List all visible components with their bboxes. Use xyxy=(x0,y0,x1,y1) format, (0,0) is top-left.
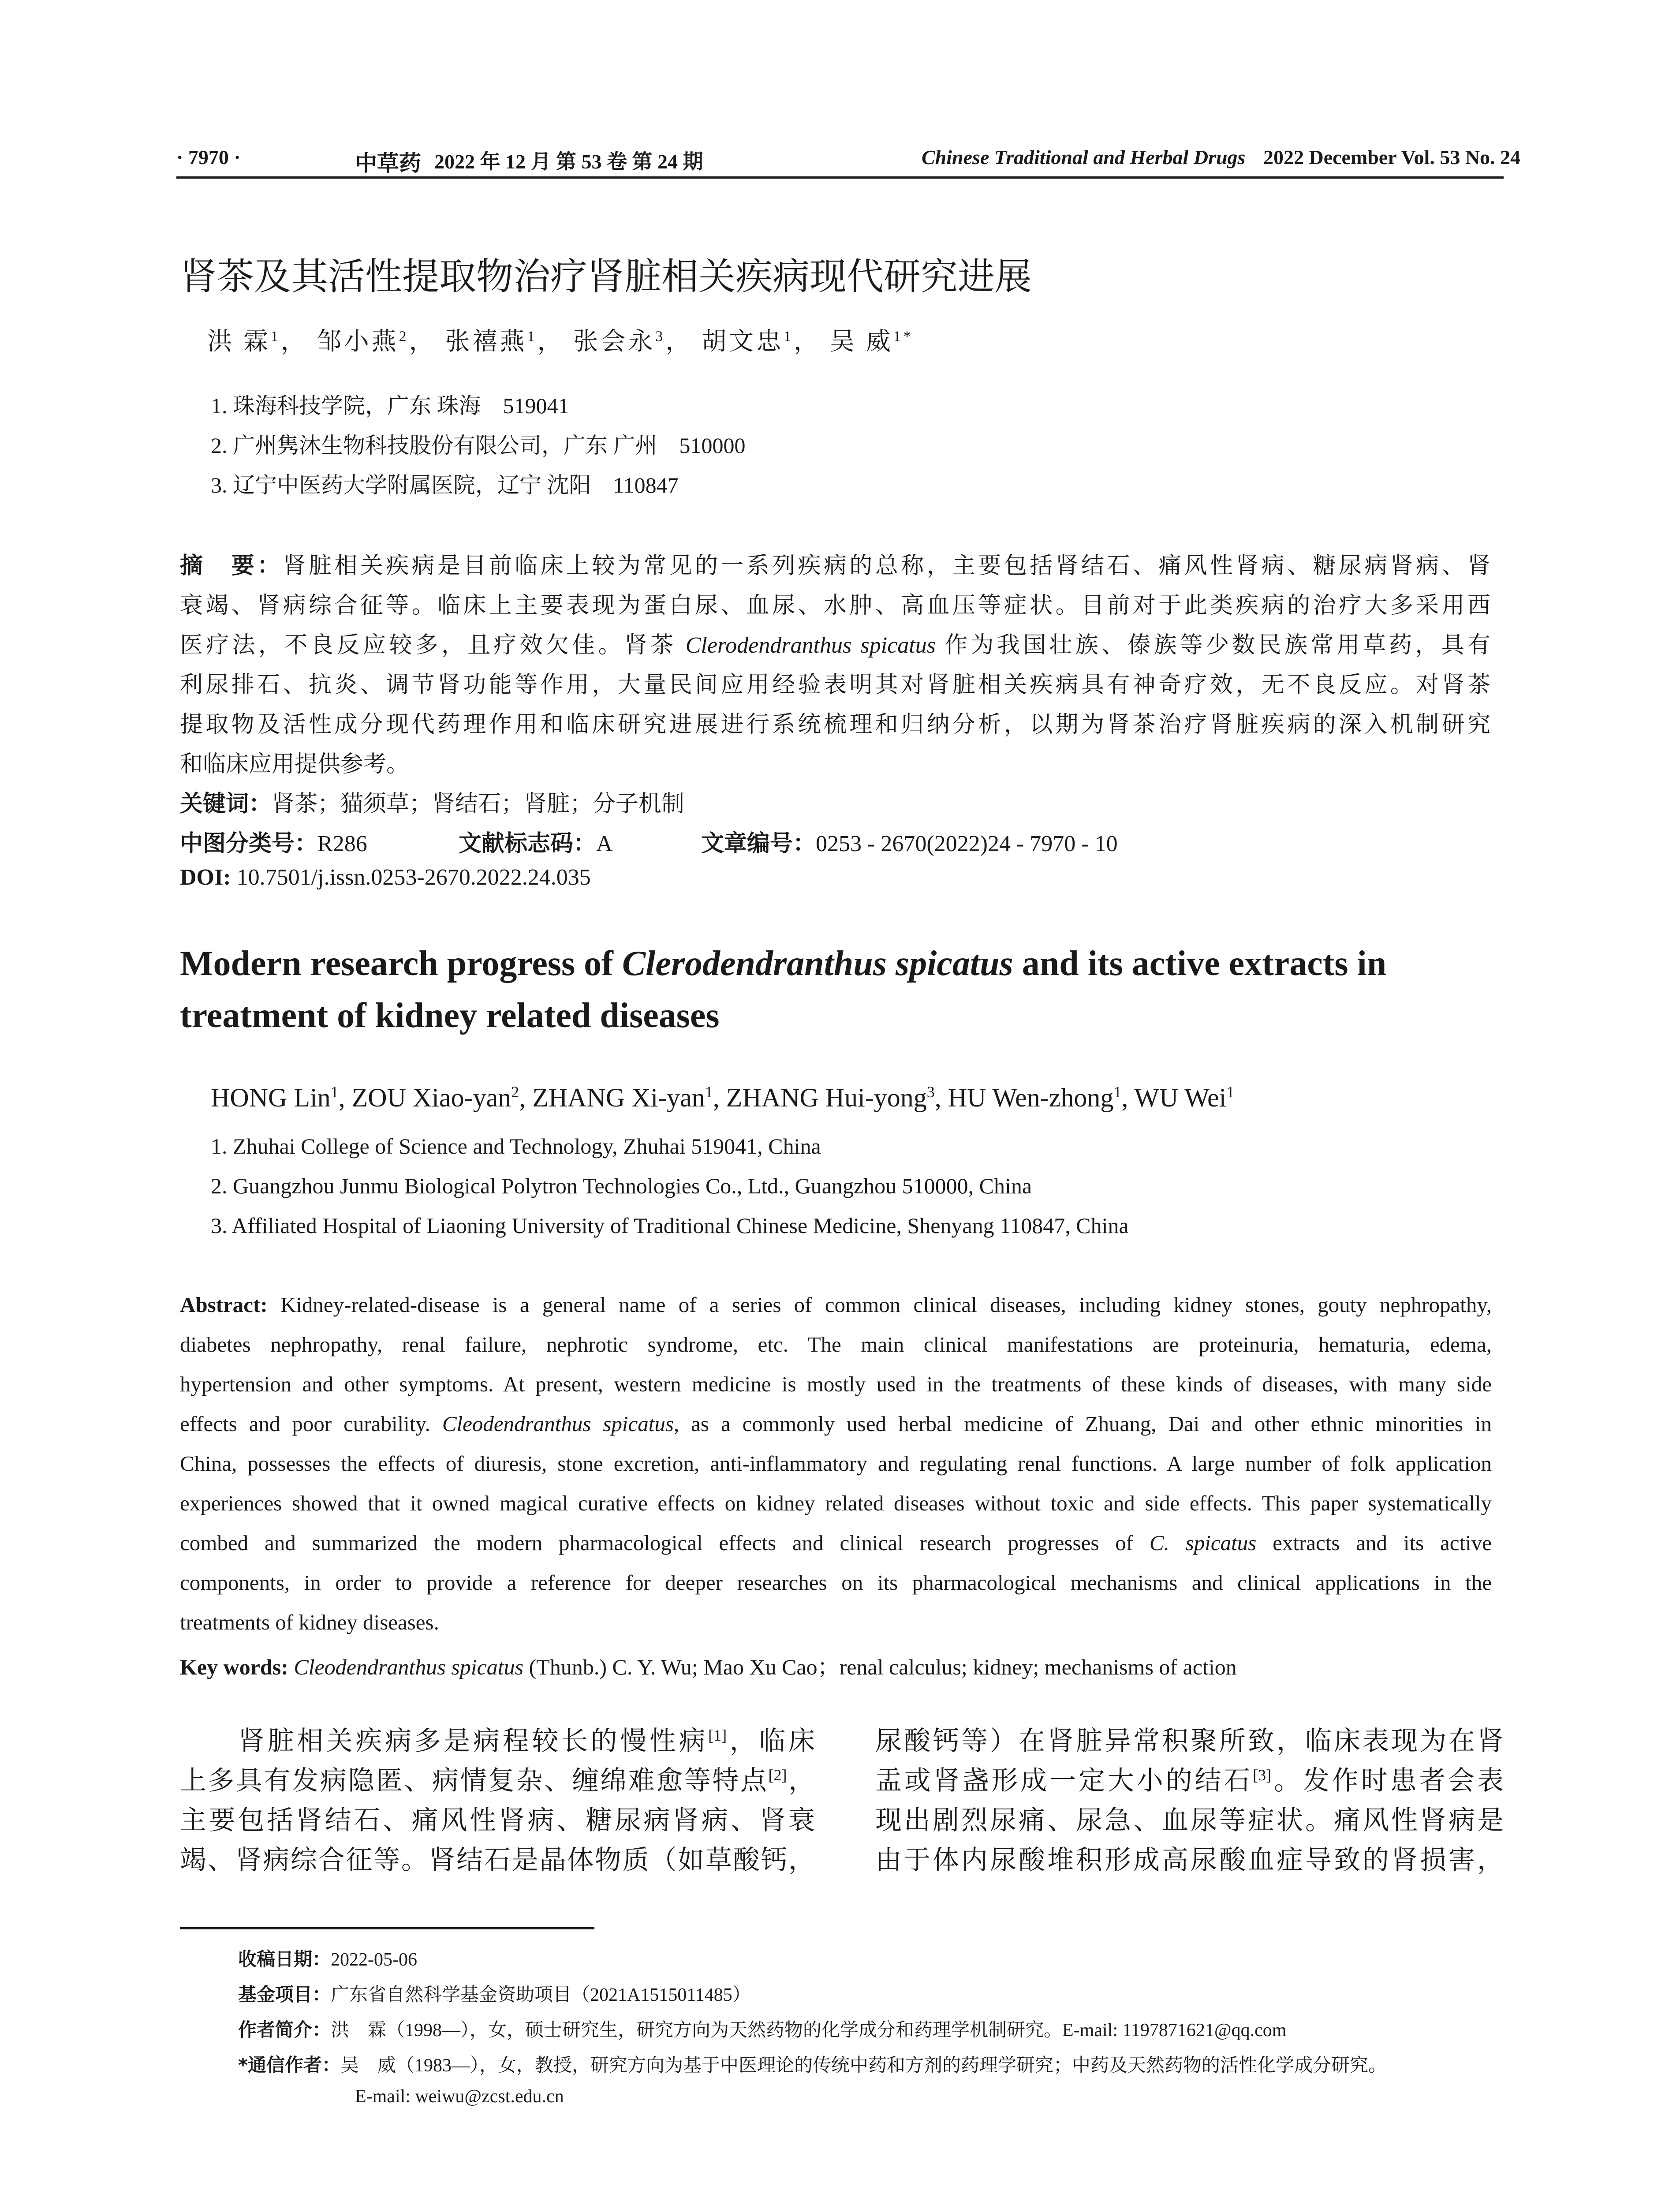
en-author-sup: 3 xyxy=(926,1083,935,1101)
en-author-sup: 1 xyxy=(1113,1083,1122,1101)
en-author: HU Wen-zhong xyxy=(948,1083,1114,1112)
cn-affiliation: 3. 辽宁中医药大学附属医院，辽宁 沈阳 110847 xyxy=(211,473,679,497)
cn-author: 邹小燕 xyxy=(317,328,399,355)
en-affiliation: 2. Guangzhou Junmu Biological Polytron Technologies Co., Ltd., Guangzhou 510000, China xyxy=(211,1174,1032,1198)
en-author-sup: 2 xyxy=(511,1083,519,1101)
en-abstract-line: components, in order to provide a reference for deeper researches on its pharmacological mechanisms and clinical applications in the xyxy=(180,1570,1492,1595)
en-title: Modern research progress of Clerodendranthus spicatus and its active extracts in xyxy=(180,944,1387,983)
footnote-corresponding-email: E-mail: weiwu@zcst.edu.cn xyxy=(355,2086,564,2107)
species-name: Clerodendranthus spicatus xyxy=(685,633,936,658)
en-abstract-label: Abstract: xyxy=(180,1293,268,1317)
en-author-sup: 1 xyxy=(1226,1083,1235,1101)
en-author: HONG Lin xyxy=(211,1083,331,1112)
cn-author: 吴 威 xyxy=(829,328,893,355)
page-number: · 7970 · xyxy=(176,146,241,168)
en-abstract-line: hypertension and other symptoms. At present, western medicine is mostly used in the treatments of these kinds of diseases, with many side xyxy=(180,1372,1492,1396)
cn-keywords-label: 关键词： xyxy=(180,791,272,817)
citation: [1] xyxy=(708,1727,727,1744)
en-abstract-line: combed and summarized the modern pharmacological effects and clinical research progresses of C. spicatus extracts and its active xyxy=(180,1531,1492,1555)
en-author-sup: 1 xyxy=(705,1083,713,1101)
species-name: C. spicatus xyxy=(1149,1531,1257,1555)
body-left-line: 上多具有发病隐匿、病情复杂、缠绵难愈等特点[2]， xyxy=(180,1766,815,1795)
cn-author-list: 洪 霖$^1$， 邹小燕$^2$， 张禧燕$^1$， 张会永$^3$， 胡文忠$^1$， 吴 威$^{1*}$ xyxy=(207,328,914,355)
journal-name-cn: 中草药 xyxy=(355,150,421,176)
en-abstract-line: effects and poor curability. Cleodendranthus spicatus, as a commonly used herbal medicine of Zhuang, Dai and other ethnic minorities in xyxy=(180,1412,1492,1436)
en-abstract-line: China, possesses the effects of diuresis, stone excretion, anti-inflammatory and regulating renal functions. A large number of folk application xyxy=(180,1451,1492,1476)
en-keywords-label: Key words: xyxy=(180,1655,288,1679)
header-rule xyxy=(176,176,1504,179)
cn-author-sup: 2 xyxy=(399,328,409,345)
footnote-author: 作者简介：洪 霖（1998—），女，硕士研究生，研究方向为天然药物的化学成分和药理学机制研究。E-mail: 1197871621@qq.com xyxy=(238,2019,1287,2041)
running-header xyxy=(176,140,1521,176)
citation: [3] xyxy=(1253,1766,1272,1784)
journal-name-en: Chinese Traditional and Herbal Drugs xyxy=(922,146,1246,168)
cn-abstract-line: 利尿排石、抗炎、调节肾功能等作用，大量民间应用经验表明其对肾脏相关疾病具有神奇疗效，无不良反应。对肾茶 xyxy=(180,673,1490,698)
cn-author-sup: 1 xyxy=(271,328,281,345)
en-abstract-line: treatments of kidney diseases. xyxy=(180,1610,439,1634)
cn-author: 洪 霖 xyxy=(207,328,271,355)
cn-author-sup: 1* xyxy=(893,328,914,345)
footnote-corresponding: *通信作者：吴 威（1983—），女，教授，研究方向为基于中医理论的传统中药和方剂的药理学研究；中药及天然药物的活性化学成分研究。 xyxy=(238,2054,1387,2076)
cn-affiliation: 1. 珠海科技学院，广东 珠海 519041 xyxy=(211,393,569,418)
cn-abstract-line: 摘 要：肾脏相关疾病是目前临床上较为常见的一系列疾病的总称，主要包括肾结石、痛风性肾病、糖尿病肾病、肾 xyxy=(180,553,1490,579)
issue-info-cn: 2022 年 12 月 第 53 卷 第 24 期 xyxy=(434,150,703,173)
en-affiliation: 3. Affiliated Hospital of Liaoning University of Traditional Chinese Medicine, Shenyang 110847, China xyxy=(211,1213,1129,1238)
cn-author-sup: 1 xyxy=(527,328,538,345)
en-author: ZOU Xiao-yan xyxy=(351,1083,511,1112)
cn-abstract-line: 提取物及活性成分现代药理作用和临床研究进展进行系统梳理和归纳分析，以期为肾茶治疗肾脏疾病的深入机制研究 xyxy=(180,712,1490,737)
en-abstract-line: experiences showed that it owned magical curative effects on kidney related diseases without toxic and side effects. This paper systematically xyxy=(180,1491,1492,1515)
cn-abstract-label: 摘 要： xyxy=(180,553,283,579)
en-keywords: Key words: Cleodendranthus spicatus (Thunb.) C. Y. Wu; Mao Xu Cao；renal calculus; kidney; mechanisms of action xyxy=(180,1655,1237,1679)
en-abstract-line: diabetes nephropathy, renal failure, nephrotic syndrome, etc. The main clinical manifestations are proteinuria, hematuria, edema, xyxy=(180,1332,1492,1357)
body-right-line: 现出剧烈尿痛、尿急、血尿等症状。痛风性肾病是 xyxy=(875,1806,1504,1835)
cn-affiliation: 2. 广州隽沐生物科技股份有限公司，广东 广州 510000 xyxy=(211,433,746,458)
cn-abstract-line: 和临床应用提供参考。 xyxy=(180,752,410,777)
footnote-rule xyxy=(180,1927,594,1929)
en-title: treatment of kidney related diseases xyxy=(180,996,720,1035)
body-left-line: 竭、肾病综合征等。肾结石是晶体物质（如草酸钙， xyxy=(180,1846,815,1875)
issue-info-en: 2022 December Vol. 53 No. 24 xyxy=(1263,146,1521,168)
citation: [2] xyxy=(768,1766,787,1784)
cn-title: 肾茶及其活性提取物治疗肾脏相关疾病现代研究进展 xyxy=(180,255,1032,298)
cn-author: 张会永 xyxy=(573,328,656,355)
cn-author-sup: 3 xyxy=(655,328,666,345)
footnote-fund: 基金项目：广东省自然科学基金资助项目（2021A1515011485） xyxy=(238,1984,751,2005)
en-abstract-line: Abstract: Kidney-related-disease is a general name of a series of common clinical diseases, including kidney stones, gouty nephropathy, xyxy=(180,1293,1492,1317)
cn-author-sup: 1 xyxy=(784,328,794,345)
en-author: ZHANG Hui-yong xyxy=(726,1083,927,1112)
body-left-line: 主要包括肾结石、痛风性肾病、糖尿病肾病、肾衰 xyxy=(180,1806,815,1835)
doi: DOI: 10.7501/j.issn.0253-2670.2022.24.035 xyxy=(180,865,591,890)
body-right-line: 盂或肾盏形成一定大小的结石[3]。发作时患者会表 xyxy=(875,1766,1504,1795)
cn-abstract-line: 衰竭、肾病综合征等。临床上主要表现为蛋白尿、血尿、水肿、高血压等症状。目前对于此类疾病的治疗大多采用西 xyxy=(180,593,1490,618)
en-author: ZHANG Xi-yan xyxy=(532,1083,705,1112)
en-author: WU Wei xyxy=(1134,1083,1227,1112)
cn-author: 胡文忠 xyxy=(702,328,784,355)
clc-number: 中图分类号：R286 xyxy=(180,830,367,857)
body-right-line: 尿酸钙等）在肾脏异常积聚所致，临床表现为在肾 xyxy=(875,1727,1504,1756)
footnote-received: 收稿日期：2022-05-06 xyxy=(238,1948,417,1970)
cn-author: 张禧燕 xyxy=(445,328,527,355)
body-right-line: 由于体内尿酸堆积形成高尿酸血症导致的肾损害， xyxy=(875,1846,1504,1875)
en-author-list: HONG Lin$^1$, ZOU Xiao-yan$^2$, ZHANG Xi-yan$^1$, ZHANG Hui-yong$^3$, HU Wen-zhong$^1$, WU Wei$^1$ xyxy=(211,1083,1235,1112)
article-number: 文章编号：0253 - 2670(2022)24 - 7970 - 10 xyxy=(701,830,1118,857)
species-name: Cleodendranthus spicatus xyxy=(442,1412,674,1436)
body-left-line: 肾脏相关疾病多是病程较长的慢性病[1]，临床 xyxy=(238,1727,815,1756)
en-affiliation: 1. Zhuhai College of Science and Technology, Zhuhai 519041, China xyxy=(211,1134,821,1159)
document-code: 文献标志码：A xyxy=(459,830,613,857)
cn-abstract-line: 医疗法，不良反应较多，且疗效欠佳。肾茶 Clerodendranthus spicatus 作为我国壮族、傣族等少数民族常用草药，具有 xyxy=(180,633,1491,658)
en-author-sup: 1 xyxy=(330,1083,339,1101)
species-name: Clerodendranthus spicatus xyxy=(622,944,1013,983)
cn-keywords: 关键词：肾茶；猫须草；肾结石；肾脏；分子机制 xyxy=(180,791,685,817)
